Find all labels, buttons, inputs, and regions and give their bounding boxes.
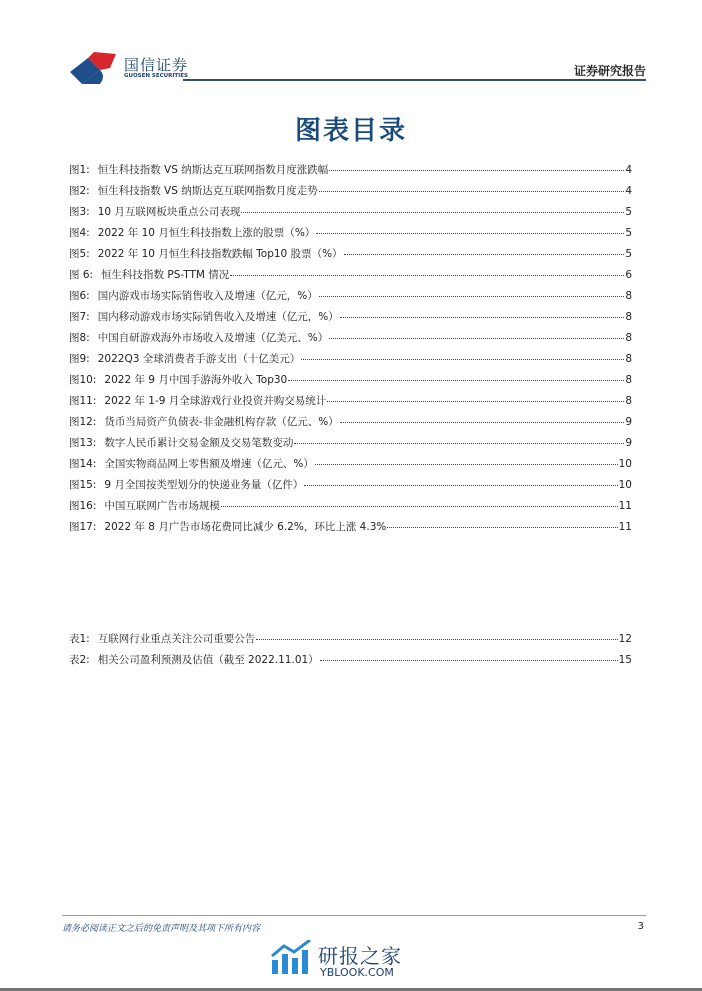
entry-title: 货币当局资产负债表-非金融机构存款（亿元、%）	[104, 416, 339, 428]
entry-label: 图10:	[69, 374, 97, 386]
figure-toc-entry[interactable]	[69, 309, 632, 330]
figure-toc-entry[interactable]	[69, 246, 632, 267]
entry-label: 图3:	[69, 206, 90, 218]
logo-text-cn: 国信证券	[124, 56, 189, 74]
figure-toc-entry[interactable]	[69, 456, 632, 477]
entry-label: 图1:	[69, 164, 90, 176]
table-toc-entry[interactable]	[69, 652, 632, 673]
entry-title: 数字人民币累计交易金额及交易笔数变动	[104, 437, 294, 449]
entry-label: 图16:	[69, 500, 97, 512]
footer-divider	[62, 915, 646, 916]
figure-toc-entry[interactable]	[69, 477, 632, 498]
figure-toc-entry[interactable]	[69, 183, 632, 204]
dot-leader	[294, 443, 624, 444]
footer-disclaimer: 请务必阅读正文之后的免责声明及其项下所有内容	[62, 924, 261, 934]
dot-leader	[301, 359, 624, 360]
entry-label: 图6:	[69, 290, 90, 302]
entry-page: 12	[618, 633, 632, 645]
entry-page: 4	[625, 185, 632, 197]
figure-toc-entry[interactable]	[69, 225, 632, 246]
entry-page: 11	[618, 521, 632, 533]
dot-leader	[304, 485, 617, 486]
dot-leader	[315, 464, 618, 465]
table-toc-entry[interactable]	[69, 631, 632, 652]
entry-page: 15	[618, 654, 632, 666]
dot-leader	[329, 170, 624, 171]
entry-label: 表1:	[69, 633, 90, 645]
entry-title: 恒生科技指数 PS-TTM 情况	[101, 269, 230, 281]
entry-label: 图5:	[69, 248, 90, 260]
entry-label: 表2:	[69, 654, 90, 666]
dot-leader	[241, 212, 624, 213]
watermark-text-cn: 研报之家	[318, 944, 402, 968]
entry-label: 图2:	[69, 185, 90, 197]
entry-title: 2022 年 10 月恒生科技指数上涨的股票（%）	[97, 227, 316, 239]
watermark-chart-icon	[270, 940, 314, 974]
entry-label: 图7:	[69, 311, 90, 323]
entry-title: 中国自研游戏海外市场收入及增速（亿美元、%）	[97, 332, 329, 344]
entry-page: 11	[618, 500, 632, 512]
entry-title: 相关公司盈利预测及估值（截至 2022.11.01）	[97, 654, 319, 666]
dot-leader	[319, 296, 625, 297]
entry-page: 10	[618, 479, 632, 491]
dot-leader	[340, 317, 625, 318]
entry-title: 全国实物商品网上零售额及增速（亿元、%）	[104, 458, 314, 470]
dot-leader	[319, 191, 625, 192]
figure-toc-entry[interactable]	[69, 162, 632, 183]
figure-toc-entry[interactable]	[69, 414, 632, 435]
entry-title: 恒生科技指数 VS 纳斯达克互联网指数月度涨跌幅	[97, 164, 329, 176]
entry-label: 图12:	[69, 416, 97, 428]
entry-page: 5	[625, 206, 632, 218]
figure-list	[69, 162, 632, 540]
dot-leader	[327, 401, 624, 402]
entry-title: 国内游戏市场实际销售收入及增速（亿元，%）	[97, 290, 318, 302]
entry-title: 2022Q3 全球消费者手游支出（十亿美元）	[97, 353, 301, 365]
entry-label: 图 6:	[69, 269, 94, 281]
entry-title: 中国互联网广告市场规模	[104, 500, 220, 512]
entry-page: 8	[625, 332, 632, 344]
entry-page: 8	[625, 395, 632, 407]
page-title: 图表目录	[294, 116, 407, 146]
figure-toc-entry[interactable]	[69, 330, 632, 351]
entry-label: 图13:	[69, 437, 97, 449]
report-type: 证券研究报告	[573, 64, 646, 78]
entry-page: 4	[625, 164, 632, 176]
dot-leader	[316, 233, 624, 234]
entry-page: 9	[625, 437, 632, 449]
entry-title: 2022 年 10 月恒生科技指数跌幅 Top10 股票（%）	[97, 248, 343, 260]
figure-toc-entry[interactable]	[69, 498, 632, 519]
entry-page: 8	[625, 353, 632, 365]
figure-toc-entry[interactable]	[69, 288, 632, 309]
entry-title: 2022 年 8 月广告市场花费同比减少 6.2%，环比上涨 4.3%	[104, 521, 387, 533]
dot-leader	[320, 660, 618, 661]
dot-leader	[387, 527, 617, 528]
dot-leader	[221, 506, 618, 507]
entry-label: 图11:	[69, 395, 97, 407]
entry-title: 互联网行业重点关注公司重要公告	[97, 633, 256, 645]
entry-title: 2022 年 1-9 月全球游戏行业投资并购交易统计	[104, 395, 327, 407]
figure-toc-entry[interactable]	[69, 393, 632, 414]
entry-label: 图4:	[69, 227, 90, 239]
dot-leader	[344, 254, 625, 255]
entry-title: 2022 年 9 月中国手游海外收入 Top30	[104, 374, 288, 386]
entry-page: 8	[625, 311, 632, 323]
entry-page: 6	[625, 269, 632, 281]
logo-text-en: GUOSEN SECURITIES	[124, 73, 188, 79]
entry-page: 10	[618, 458, 632, 470]
figure-toc-entry[interactable]	[69, 267, 632, 288]
figure-toc-entry[interactable]	[69, 372, 632, 393]
entry-page: 5	[625, 248, 632, 260]
watermark-text-en: YBLOOK.COM	[320, 966, 394, 979]
entry-page: 9	[625, 416, 632, 428]
table-list	[69, 631, 632, 673]
entry-label: 图17:	[69, 521, 97, 533]
dot-leader	[256, 639, 617, 640]
figure-toc-entry[interactable]	[69, 204, 632, 225]
entry-label: 图15:	[69, 479, 97, 491]
entry-page: 8	[625, 290, 632, 302]
entry-title: 恒生科技指数 VS 纳斯达克互联网指数月度走势	[97, 185, 318, 197]
entry-label: 图14:	[69, 458, 97, 470]
figure-toc-entry[interactable]	[69, 351, 632, 372]
dot-leader	[329, 338, 624, 339]
header-divider	[183, 79, 646, 81]
figure-toc-entry[interactable]	[69, 435, 632, 456]
figure-toc-entry[interactable]	[69, 519, 632, 540]
dot-leader	[230, 275, 624, 276]
entry-title: 国内移动游戏市场实际销售收入及增速（亿元，%）	[97, 311, 339, 323]
page-number: 3	[637, 921, 644, 932]
dot-leader	[340, 422, 625, 423]
entry-title: 10 月互联网板块重点公司表现	[97, 206, 241, 218]
entry-title: 9 月全国按类型划分的快递业务量（亿件）	[104, 479, 304, 491]
entry-page: 5	[625, 227, 632, 239]
dot-leader	[288, 380, 624, 381]
entry-label: 图9:	[69, 353, 90, 365]
entry-label: 图8:	[69, 332, 90, 344]
entry-page: 8	[625, 374, 632, 386]
